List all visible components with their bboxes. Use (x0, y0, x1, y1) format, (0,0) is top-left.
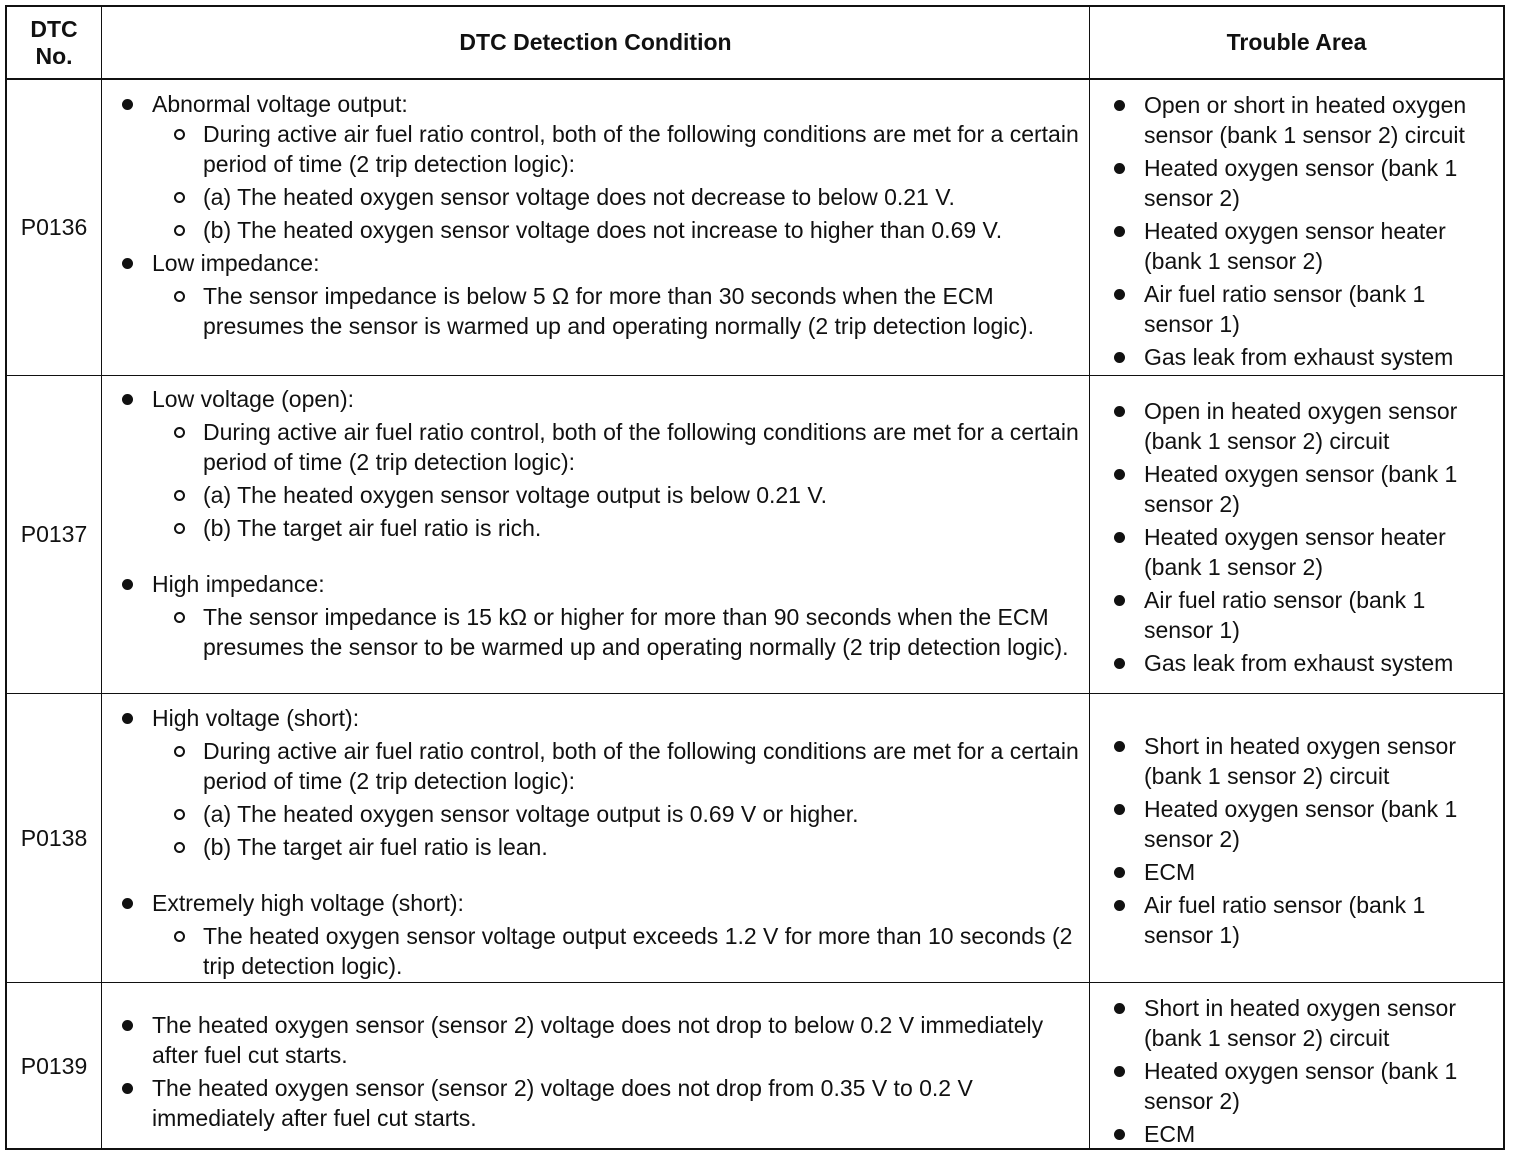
trouble-area-item: Heated oxygen sensor heater (bank 1 sensor 2) (1090, 522, 1497, 582)
trouble-area-cell (1090, 376, 1503, 693)
condition-subitem: (a) The heated oxygen sensor voltage output is below 0.21 V. (102, 480, 1081, 510)
condition-item: The heated oxygen sensor (sensor 2) voltage does not drop to below 0.2 V immediately after fuel cut starts. (102, 1010, 1081, 1070)
condition-subitem: (b) The heated oxygen sensor voltage does not increase to higher than 0.69 V. (102, 215, 1081, 245)
dtc-code: P0139 (7, 983, 102, 1150)
condition-item: High voltage (short): (102, 703, 1081, 733)
condition-cell (102, 694, 1090, 982)
dtc-code: P0137 (7, 376, 102, 693)
header-trouble-area: Trouble Area (1226, 29, 1367, 55)
table-row-p0138 (7, 694, 1503, 983)
trouble-area-cell (1090, 80, 1503, 375)
condition-subitem: The sensor impedance is below 5 Ω for more than 30 seconds when the ECM presumes the sensor is warmed up and operating normally (2 trip detection logic). (102, 281, 1081, 341)
dtc-table (5, 5, 1505, 1150)
condition-item: Extremely high voltage (short): (102, 888, 1081, 918)
condition-subitem: (a) The heated oxygen sensor voltage does not decrease to below 0.21 V. (102, 182, 1081, 212)
trouble-area-item: Short in heated oxygen sensor (bank 1 sensor 2) circuit (1090, 993, 1497, 1053)
condition-item: Abnormal voltage output: (102, 89, 1081, 119)
condition-subitem: During active air fuel ratio control, both of the following conditions are met for a certain period of time (2 trip detection logic): (102, 417, 1081, 477)
table-row-p0136 (7, 80, 1503, 376)
table-row-p0139 (7, 983, 1503, 1150)
header-dtc-line1: DTC (30, 15, 78, 42)
condition-item: Low impedance: (102, 248, 1081, 278)
condition-subitem: During active air fuel ratio control, both of the following conditions are met for a certain period of time (2 trip detection logic): (102, 736, 1081, 796)
trouble-area-item: Heated oxygen sensor (bank 1 sensor 2) (1090, 794, 1497, 854)
header-dtc-no (7, 7, 102, 78)
condition-cell (102, 80, 1090, 375)
trouble-area-item: Air fuel ratio sensor (bank 1 sensor 1) (1090, 585, 1497, 645)
trouble-area-item: Gas leak from exhaust system (1090, 342, 1497, 372)
trouble-area-item: Air fuel ratio sensor (bank 1 sensor 1) (1090, 890, 1497, 950)
trouble-area-item: Heated oxygen sensor heater (bank 1 sensor 2) (1090, 216, 1497, 276)
condition-cell (102, 376, 1090, 693)
trouble-area-cell (1090, 694, 1503, 982)
table-header (7, 7, 1503, 80)
trouble-area-item: Open in heated oxygen sensor (bank 1 sensor 2) circuit (1090, 396, 1497, 456)
trouble-area-item: ECM (1090, 1119, 1497, 1149)
trouble-area-item: Heated oxygen sensor (bank 1 sensor 2) (1090, 459, 1497, 519)
trouble-area-item: Heated oxygen sensor (bank 1 sensor 2) (1090, 1056, 1497, 1116)
dtc-code: P0136 (7, 80, 102, 375)
condition-subitem: (b) The target air fuel ratio is rich. (102, 513, 1081, 543)
condition-subitem: During active air fuel ratio control, both of the following conditions are met for a certain period of time (2 trip detection logic): (102, 119, 1081, 179)
trouble-area-item: ECM (1090, 857, 1497, 887)
trouble-area-item: Short in heated oxygen sensor (bank 1 sensor 2) circuit (1090, 731, 1497, 791)
trouble-area-cell (1090, 983, 1503, 1150)
trouble-area-item: Gas leak from exhaust system (1090, 648, 1497, 678)
header-dtc-line2: No. (35, 42, 73, 69)
table-row-p0137 (7, 376, 1503, 694)
condition-subitem: (b) The target air fuel ratio is lean. (102, 832, 1081, 862)
condition-subitem: (a) The heated oxygen sensor voltage output is 0.69 V or higher. (102, 799, 1081, 829)
trouble-area-item: Open or short in heated oxygen sensor (bank 1 sensor 2) circuit (1090, 90, 1497, 150)
condition-cell (102, 983, 1090, 1150)
condition-item: Low voltage (open): (102, 384, 1081, 414)
trouble-area-item: Air fuel ratio sensor (bank 1 sensor 1) (1090, 279, 1497, 339)
header-condition: DTC Detection Condition (102, 7, 1090, 78)
trouble-area-item: Heated oxygen sensor (bank 1 sensor 2) (1090, 153, 1497, 213)
condition-item: The heated oxygen sensor (sensor 2) voltage does not drop from 0.35 V to 0.2 V immediately after fuel cut starts. (102, 1073, 1081, 1133)
condition-item: High impedance: (102, 569, 1081, 599)
dtc-code: P0138 (7, 694, 102, 982)
condition-subitem: The heated oxygen sensor voltage output exceeds 1.2 V for more than 10 seconds (2 trip detection logic). (102, 921, 1081, 981)
condition-subitem: The sensor impedance is 15 kΩ or higher for more than 90 seconds when the ECM presumes the sensor to be warmed up and operating normally (2 trip detection logic). (102, 602, 1081, 662)
